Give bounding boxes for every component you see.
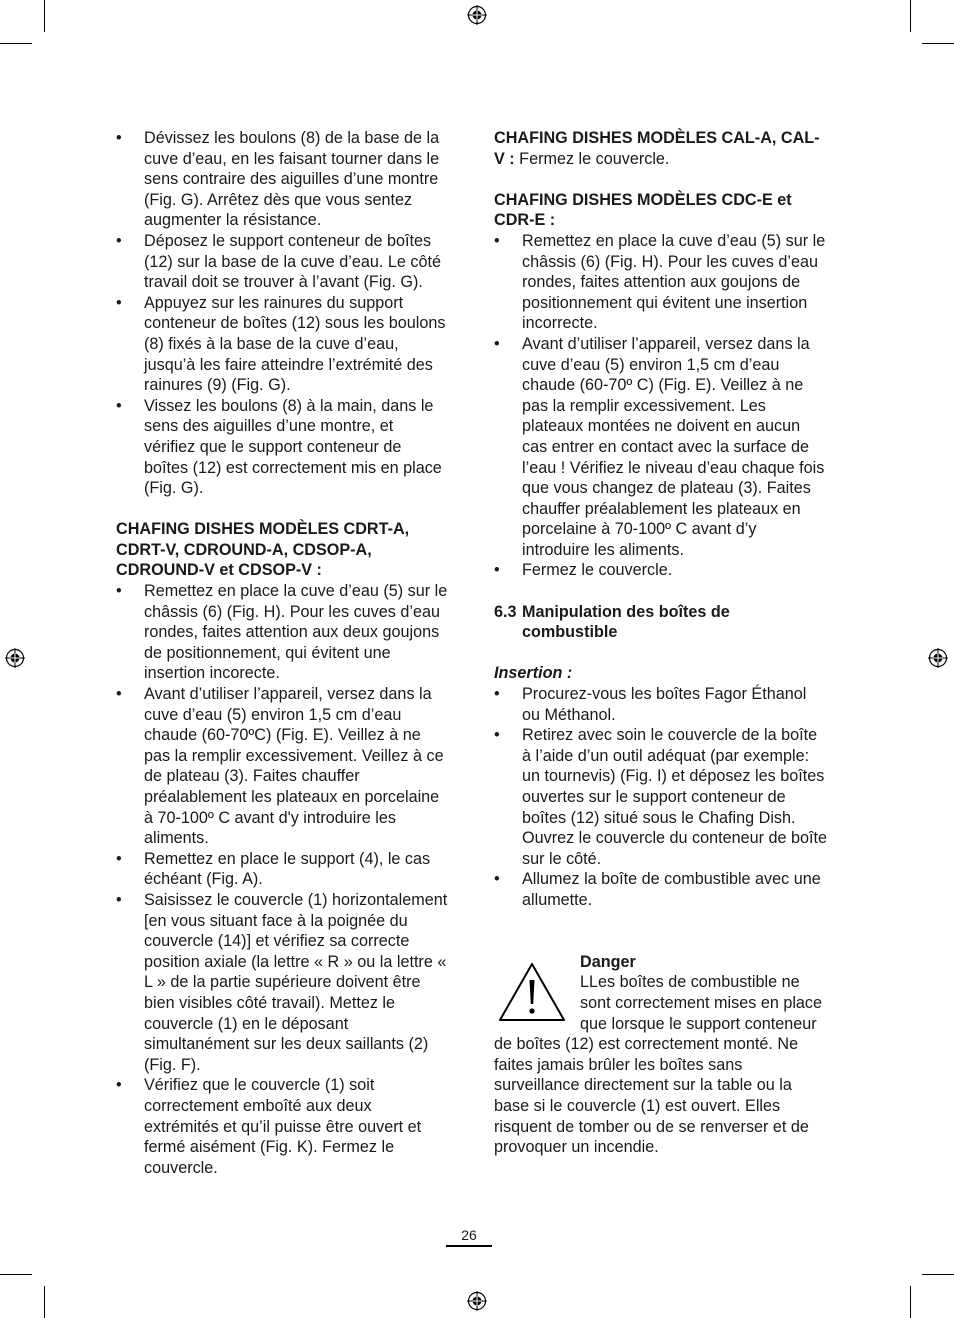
- crop-mark: [910, 1286, 911, 1318]
- list-item: • Retirez avec soin le couvercle de la boîte à l’aide d’un outil adéquat (par exemple: un tournevis) (Fig. I) et déposez les boîtes ouvertes sur le support conteneur de boîtes (12) situé sous le Chafing Dish. Ouvrez le couvercle du conteneur de boîte sur le côté.: [494, 725, 828, 869]
- list-item: • Avant d’utiliser l’appareil, versez dans la cuve d’eau (5) environ 1,5 cm d’eau chaude (60-70º C) (Fig. E). Veillez à ne pas la remplir excessivement. Les plateaux montées ne doivent en aucun cas entrer en contact avec la surface de l’eau ! Vérifiez le niveau d’eau chaque fois que vous changez de plateau (3). Faites chauffer préalablement les plateaux en porcelaine à 70-100º C avant d’y introduire les aliments.: [494, 334, 828, 561]
- cal-models-paragraph: [494, 128, 828, 169]
- section-title: Manipulation des boîtes de combustible: [522, 602, 730, 642]
- list-item: • Procurez-vous les boîtes Fagor Éthanol ou Méthanol.: [494, 684, 828, 725]
- section-heading-6-3: [494, 602, 828, 643]
- heading-cdrt-models: CHAFING DISHES MODÈLES CDRT-A, CDRT-V, CDROUND-A, CDSOP-A, CDROUND-V et CDSOP-V :: [116, 520, 410, 580]
- list-item: • Remettez en place la cuve d’eau (5) sur le châssis (6) (Fig. H). Pour les cuves d’eau rondes, faites attention aux goujons de positionnement qui évitent une insertion incorrecte.: [494, 231, 828, 334]
- crop-mark: [910, 0, 911, 32]
- insertion-steps-list: [494, 684, 828, 911]
- crop-mark: [922, 1274, 954, 1275]
- list-item: • Allumez la boîte de combustible avec une allumette.: [494, 869, 828, 910]
- list-item: • Fermez le couvercle.: [494, 560, 828, 581]
- list-item: • Vissez les boulons (8) à la main, dans le sens des aiguilles d’une montre, et vérifiez que le support conteneur de boîtes (12) est correctement mis en place (Fig. G).: [116, 396, 448, 499]
- list-item: • Remettez en place le support (4), le cas échéant (Fig. A).: [116, 849, 448, 890]
- list-item: • Saisissez le couvercle (1) horizontalement [en vous situant face à la poignée du couvercle (14)] et vérifiez sa correcte position axiale (la lettre « R » ou la lettre « L » de la partie supérieure doivent être bien visibles côté travail). Mettez le couvercle (1) en le déposant simultanément sur les deux saillants (2) (Fig. F).: [116, 890, 448, 1075]
- list-item: • Appuyez sur les rainures du support conteneur de boîtes (12) sous les boulons (8) fixés à la base de la cuve d’eau, jusqu’à les faire atteindre l’extrémité des rainures (9) (Fig. G).: [116, 293, 448, 396]
- right-column: [494, 128, 828, 1158]
- list-item: • Déposez le support conteneur de boîtes (12) sur la base de la cuve d’eau. Le côté travail doit se trouver à l’avant (Fig. G).: [116, 231, 448, 293]
- insertion-heading: Insertion :: [494, 664, 573, 683]
- list-item: • Vérifiez que le couvercle (1) soit correctement emboîté aux deux extrémités et qu’il puisse être ouvert et fermé aisément (Fig. K). Fermez le couvercle.: [116, 1075, 448, 1178]
- page-number: 26: [446, 1226, 492, 1247]
- danger-title: Danger: [580, 952, 636, 971]
- cdrt-steps-list: [116, 581, 448, 1178]
- crop-mark: [0, 1274, 32, 1275]
- crop-mark: [922, 43, 954, 44]
- list-item: • Dévissez les boulons (8) de la base de la cuve d’eau, en les faisant tourner dans le sens contraire des aiguilles d’une montre (Fig. G). Arrêtez dès que vous sentez augmenter la résistance.: [116, 128, 448, 231]
- registration-mark-icon: [5, 648, 25, 668]
- cal-models-text: Fermez le couvercle.: [514, 149, 670, 168]
- crop-mark: [44, 1286, 45, 1318]
- left-column: [116, 128, 448, 1178]
- registration-mark-icon: [467, 1291, 487, 1311]
- section-number: 6.3: [494, 602, 517, 621]
- crop-mark: [44, 0, 45, 32]
- assembly-steps-list: [116, 128, 448, 499]
- crop-mark: [0, 43, 32, 44]
- registration-mark-icon: [467, 5, 487, 25]
- danger-text: LLes boîtes de combustible ne sont correctement mises en place que lorsque le support conteneur de boîtes (12) est correctement monté. Ne faites jamais brûler les boîtes sans surveillance directement sur la table ou la base si le couvercle (1) est ouvert. Elles risquent de tomber ou de se renverser et de provoquer un incendie.: [494, 973, 823, 1157]
- list-item: • Avant d’utiliser l’appareil, versez dans la cuve d’eau (5) environ 1,5 cm d’eau chaude (60-70ºC) (Fig. E). Veillez à ne pas la remplir excessivement. Veillez à ce de plateau (3). Faites chauffer préalablement les plateaux en porcelaine à 70-100º C avant d'y introduire les aliments.: [116, 684, 448, 849]
- heading-cdc-models: CHAFING DISHES MODÈLES CDC-E et CDR-E :: [494, 190, 792, 230]
- warning-triangle-icon: [496, 960, 568, 1030]
- heading-cal-models: CHAFING DISHES MODÈLES CAL-A, CAL-V :: [494, 129, 820, 168]
- danger-notice: [494, 952, 828, 1158]
- registration-mark-icon: [928, 648, 948, 668]
- cdc-steps-list: [494, 231, 828, 581]
- list-item: • Remettez en place la cuve d’eau (5) sur le châssis (6) (Fig. H). Pour les cuves d’eau rondes, faites attention aux deux goujons de positionnement, qui évitent une insertion incorecte.: [116, 581, 448, 684]
